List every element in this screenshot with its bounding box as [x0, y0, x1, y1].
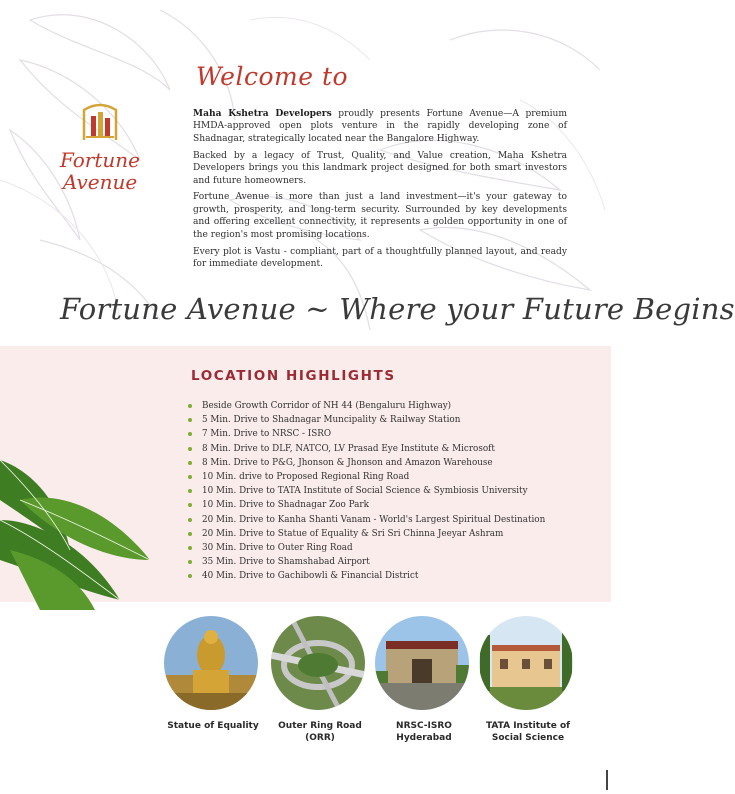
landmark-outer-ring-road [270, 615, 370, 744]
intro-text [193, 108, 567, 275]
landmark-statue-of-equality [163, 615, 263, 733]
location-item: 8 Min. Drive to P&G, Jhonson & Jhonson and Amazon Warehouse [188, 456, 545, 470]
landmark-photos [160, 615, 590, 765]
intro-paragraph-4: Every plot is Vastu - compliant, part of a thoughtfully planned layout, and ready for immediate development. [193, 246, 567, 269]
caption-line1: Statue of Equality [167, 721, 259, 731]
buildings-logo-icon [82, 100, 118, 142]
location-item: Beside Growth Corridor of NH 44 (Bengaluru Highway) [188, 399, 545, 413]
intro-paragraph-1 [193, 108, 567, 145]
caption-line2: Hyderabad [396, 732, 452, 743]
nrsc-photo-icon [374, 615, 470, 711]
location-item: 10 Min. drive to Proposed Regional Ring Road [188, 470, 545, 484]
landmark-nrsc-isro [374, 615, 474, 744]
location-item: 10 Min. Drive to TATA Institute of Social Science & Symbiosis University [188, 484, 545, 498]
location-item: 35 Min. Drive to Shamshabad Airport [188, 555, 545, 569]
location-item: 10 Min. Drive to Shadnagar Zoo Park [188, 498, 545, 512]
caption-line1: Outer Ring Road [278, 721, 362, 731]
caption-line2: (ORR) [305, 732, 335, 743]
page-edge-mark [606, 770, 608, 790]
logo-wordmark-line1: Fortune [59, 148, 141, 172]
tagline: Fortune Avenue ~ Where your Future Begins [60, 292, 735, 326]
caption-line2: Social Science [491, 732, 565, 743]
statue-photo-icon [163, 615, 259, 711]
intro-paragraph-1-text: proudly presents Fortune Avenue—A premium HMDA-approved open plots venture in the rapidly developing zone of Shadnagar, strategically located near the Bangalore Highway. [193, 109, 568, 144]
location-highlights-title: LOCATION HIGHLIGHTS [191, 368, 396, 384]
caption-line1: TATA Institute of [485, 721, 571, 731]
landmark-tata-institute [478, 615, 578, 744]
logo-wordmark-line2: Avenue [62, 170, 138, 194]
welcome-heading: Welcome to [196, 62, 349, 91]
landmark-caption [163, 721, 263, 733]
location-item: 5 Min. Drive to Shadnagar Muncipality & Railway Station [188, 413, 545, 427]
tata-institute-photo-icon [478, 615, 574, 711]
landmark-caption [270, 721, 370, 744]
orr-photo-icon [270, 615, 366, 711]
landmark-caption [374, 721, 474, 744]
location-item: 20 Min. Drive to Statue of Equality & Sri Sri Chinna Jeeyar Ashram [188, 527, 545, 541]
intro-paragraph-3: Fortune Avenue is more than just a land investment—it's your gateway to growth, prosperity, and long-term security. Surrounded by key developments and offering excellent connectivity, it represents a golden opportunity in one of the region's most promising locations. [193, 192, 567, 240]
developer-name: Maha Kshetra Developers [193, 108, 332, 119]
caption-line1: NRSC-ISRO [396, 721, 452, 731]
location-item: 8 Min. Drive to DLF, NATCO, LV Prasad Eye Institute & Microsoft [188, 442, 545, 456]
intro-paragraph-2: Backed by a legacy of Trust, Quality, and Value creation, Maha Kshetra Developers brings you this landmark project designed for both smart investors and future homeowners. [193, 150, 567, 186]
tropical-leaves-decoration [0, 440, 160, 610]
location-item: 20 Min. Drive to Kanha Shanti Vanam - World's Largest Spiritual Destination [188, 513, 545, 527]
landmark-caption [478, 721, 578, 744]
location-item: 7 Min. Drive to NRSC - ISRO [188, 427, 545, 441]
brand-logo [44, 100, 156, 200]
location-highlights-list [188, 399, 545, 583]
location-item: 30 Min. Drive to Outer Ring Road [188, 541, 545, 555]
location-item: 40 Min. Drive to Gachibowli & Financial District [188, 569, 545, 583]
